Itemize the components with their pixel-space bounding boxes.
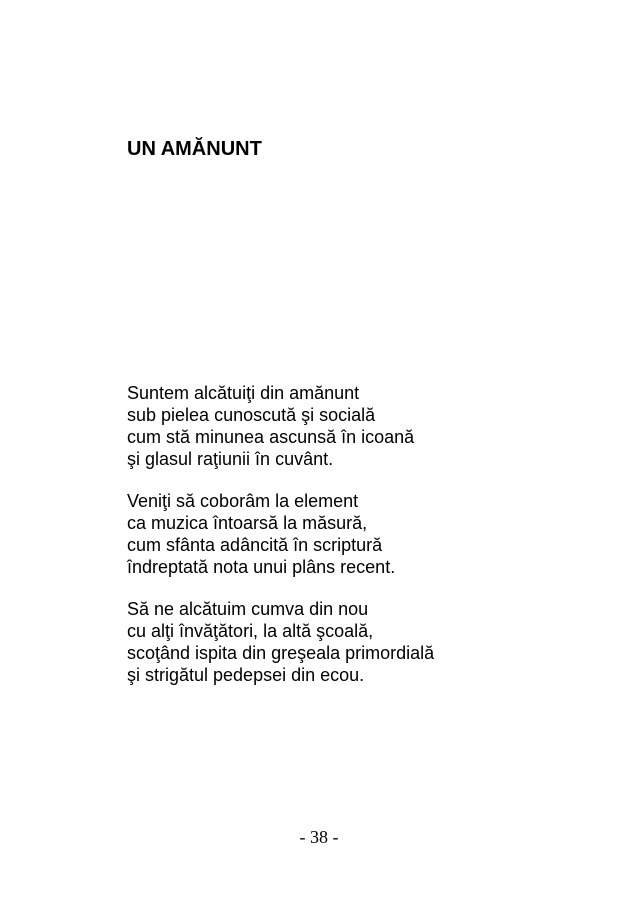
poem-line: şi strigătul pedepsei din ecou. bbox=[127, 665, 365, 685]
poem-line: scoţând ispita din greşeala primordială bbox=[127, 643, 435, 663]
stanza-2 bbox=[127, 490, 607, 578]
stanza-1 bbox=[127, 382, 607, 470]
poem-line: sub pielea cunoscută şi socială bbox=[127, 405, 376, 425]
poem-line: ca muzica întoarsă la măsură, bbox=[127, 513, 368, 533]
poem-line: şi glasul raţiunii în cuvânt. bbox=[127, 449, 334, 469]
poem-title: UN AMĂNUNT bbox=[127, 138, 262, 160]
poem-line: Suntem alcătuiţi din amănunt bbox=[127, 383, 360, 403]
poem-line: Veniţi să coborâm la element bbox=[127, 491, 359, 511]
stanza-3 bbox=[127, 598, 607, 686]
poem-body bbox=[127, 382, 607, 706]
poem-line: cum stă minunea ascunsă în icoană bbox=[127, 427, 415, 447]
poem-line: îndreptată nota unui plâns recent. bbox=[127, 557, 396, 577]
poem-line: Să ne alcătuim cumva din nou bbox=[127, 599, 369, 619]
poem-line: cu alţi învăţători, la altă şcoală, bbox=[127, 621, 374, 641]
page-number: - 38 - bbox=[299, 827, 339, 847]
poem-line: cum sfânta adâncită în scriptură bbox=[127, 535, 383, 555]
